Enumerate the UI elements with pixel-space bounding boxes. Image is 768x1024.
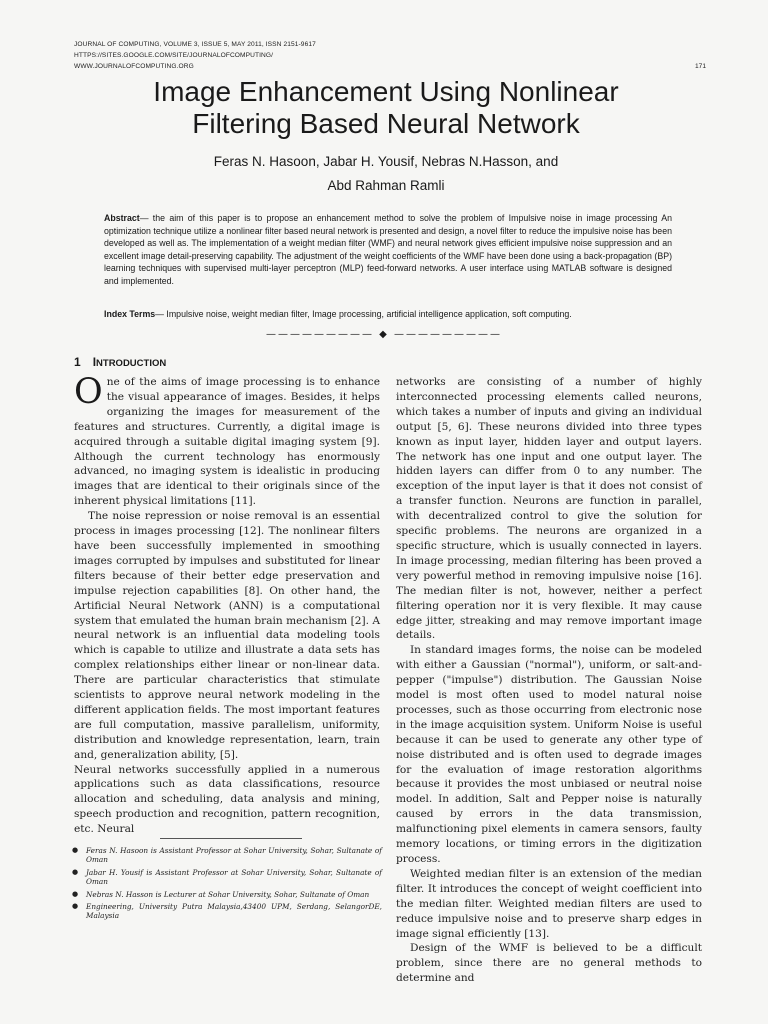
index-terms-label: Index Terms	[104, 309, 156, 319]
footnote-list	[72, 846, 382, 924]
title-line1: Image Enhancement Using Nonlinear	[153, 76, 619, 107]
paragraph	[74, 372, 380, 509]
paragraph: Weighted median filter is an extension of the median filter. It introduces the concept of weight coefficient into the median filter. Weighted median filters are used to reduce impulsive noise and to preserve sharp edges in image signal efficiently [13].	[396, 867, 702, 940]
footnote-item	[72, 846, 382, 865]
right-column	[396, 375, 702, 986]
authors-line2: Abd Rahman Ramli	[327, 178, 445, 193]
paper-title	[60, 76, 712, 140]
footnote-item	[72, 902, 382, 921]
footnote-text: Jabar H. Yousif is Assistant Professor at Sohar University, Sohar, Sultanate of Oman	[86, 867, 382, 887]
page-number: 171	[694, 63, 706, 70]
section-heading	[74, 355, 166, 369]
bullet-icon: ●	[72, 889, 79, 898]
footnote-text: Feras N. Hasoon is Assistant Professor at Sohar University, Sohar, Sultanate of Oman	[86, 846, 382, 865]
abstract	[104, 212, 672, 288]
bullet-icon: ●	[72, 902, 79, 911]
journal-header-line2: HTTPS://SITES.GOOGLE.COM/SITE/JOURNALOFCOMPUTING/	[74, 52, 274, 59]
authors-line1: Feras N. Hasoon, Jabar H. Yousif, Nebras N.Hasson, and	[213, 154, 559, 169]
section-title-initial: I	[92, 355, 97, 369]
section-title-rest: NTRODUCTION	[96, 358, 167, 369]
author-list	[60, 150, 712, 198]
left-column	[74, 372, 380, 837]
footnote-item	[72, 890, 382, 899]
footnote-text: Engineering, University Putra Malaysia,43400 UPM, Serdang, SelangorDE, Malaysia	[86, 902, 382, 921]
index-terms	[104, 308, 672, 321]
paragraph: networks are consisting of a number of highly interconnected processing elements called neurons, which takes a number of inputs and giving an individual output [5, 6]. These neurons divided into three types known as input layer, hidden layer and output layers. The network has one input and one output layer. The hidden layers can differ from 0 to any number. The exception of the input layer is that it does not consist of a transfer function. Neurons are function in parallel, with decentralized control to give the solution for specific problems. The neurons are organized in a specific structure, which is usually connected in layers. In image processing, median filtering has been proved a very powerful method in removing impulsive noise [16]. The median filter is not, however, neither a perfect filtering operation nor it is very flexible. It may cause edge jitter, streaking and may remove important image details.	[396, 376, 702, 642]
bullet-icon: ●	[72, 867, 79, 876]
footnote-item	[72, 868, 382, 887]
drop-cap: O	[74, 372, 103, 412]
abstract-label: Abstract	[104, 213, 140, 223]
footnote-text: Nebras N. Hasson is Lecturer at Sohar University, Sohar, Sultanate of Oman	[86, 889, 370, 899]
paragraph: Design of the WMF is believed to be a difficult problem, since there are no general methods to determine and	[396, 942, 702, 985]
title-line2: Filtering Based Neural Network	[192, 108, 580, 139]
paragraph: In standard images forms, the noise can be modeled with either a Gaussian ("normal"), uniform, or salt-and-pepper ("impulse") distribution. The Gaussian Noise model is most often used to model natural noise processes, such as those occurring from electronic nose in the image acquisition system. Uniform Noise is useful because it can be used to generate any other type of noise distributed and is often used to degrade images for the evaluation of image restoration algorithms because it provides the most unbiased or neutral noise model. In addition, Salt and Pepper noise is naturally caused by errors in the data transmission, malfunctioning pixel elements in camera sensors, faulty memory locations, or timing errors in the digitization process.	[396, 644, 702, 865]
section-divider: ————————— ◆ —————————	[265, 329, 503, 340]
paragraph-text: ne of the aims of image processing is to enhance the visual appearance of images. Besides, it helps organizing the images for measurement of the features and structures. Currently, a digital image is acquired through a suitable digital imaging system [9]. Although the current technology has enormously advanced, no imaging system is idealistic in producing images that are identical to their originals since of the inherent physical limitations [11].	[74, 376, 380, 508]
paragraph: Neural networks successfully applied in a numerous applications such as data classifications, resource allocation and scheduling, data analysis and mining, speech production and recognition, pattern recognition, etc. Neural	[74, 763, 380, 836]
journal-header-line1: JOURNAL OF COMPUTING, VOLUME 3, ISSUE 5, MAY 2011, ISSN 2151-9617	[74, 41, 316, 48]
bullet-icon: ●	[72, 846, 79, 854]
abstract-text: — the aim of this paper is to propose an enhancement method to solve the problem of Impulsive noise in image processing An optimization technique utilize a nonlinear filter based neural network is presented and design, a novel filter to reduce the impulsive noise has been developed as well as. The implementation of a weight median filter (WMF) and neural network gives efficient impulsive noise suppression and an excellent image detail-preserving capability. The adjustment of the weight coefficients of the WMF have been done using a back-propagation (BP) learning techniques with supervised multi-layer perceptron (MLP) feed-forward networks. A user interface using MATLAB software is designed and implemented.	[104, 213, 672, 286]
paragraph: The noise repression or noise removal is an essential process in images processing [12]. The nonlinear filters have been successfully implemented in smoothing images corrupted by impulses and substituted for linear filters because of their better edge preservation and impulse rejection capabilities [8]. On other hand, the Artificial Neural Network (ANN) is a computational system that emulated the human brain mechanism [2]. A neural network is an influential data modeling tools which is capable to utilize and illustrate a data sets has complex relationships either linear or non-linear data. There are particular characteristics that stimulate scientists to approve neural network modeling in the different application fields. The most important features are full computation, massive parallelism, uniformity, distribution and knowledge representation, learn, train and, generalization ability, [5].	[74, 510, 380, 761]
journal-header-line3: WWW.JOURNALOFCOMPUTING.ORG	[74, 63, 194, 70]
footnote-rule	[160, 838, 302, 839]
index-terms-text: — Impulsive noise, weight median filter, Image processing, artificial intelligence application, soft computing.	[155, 309, 572, 319]
section-number: 1	[74, 355, 81, 369]
